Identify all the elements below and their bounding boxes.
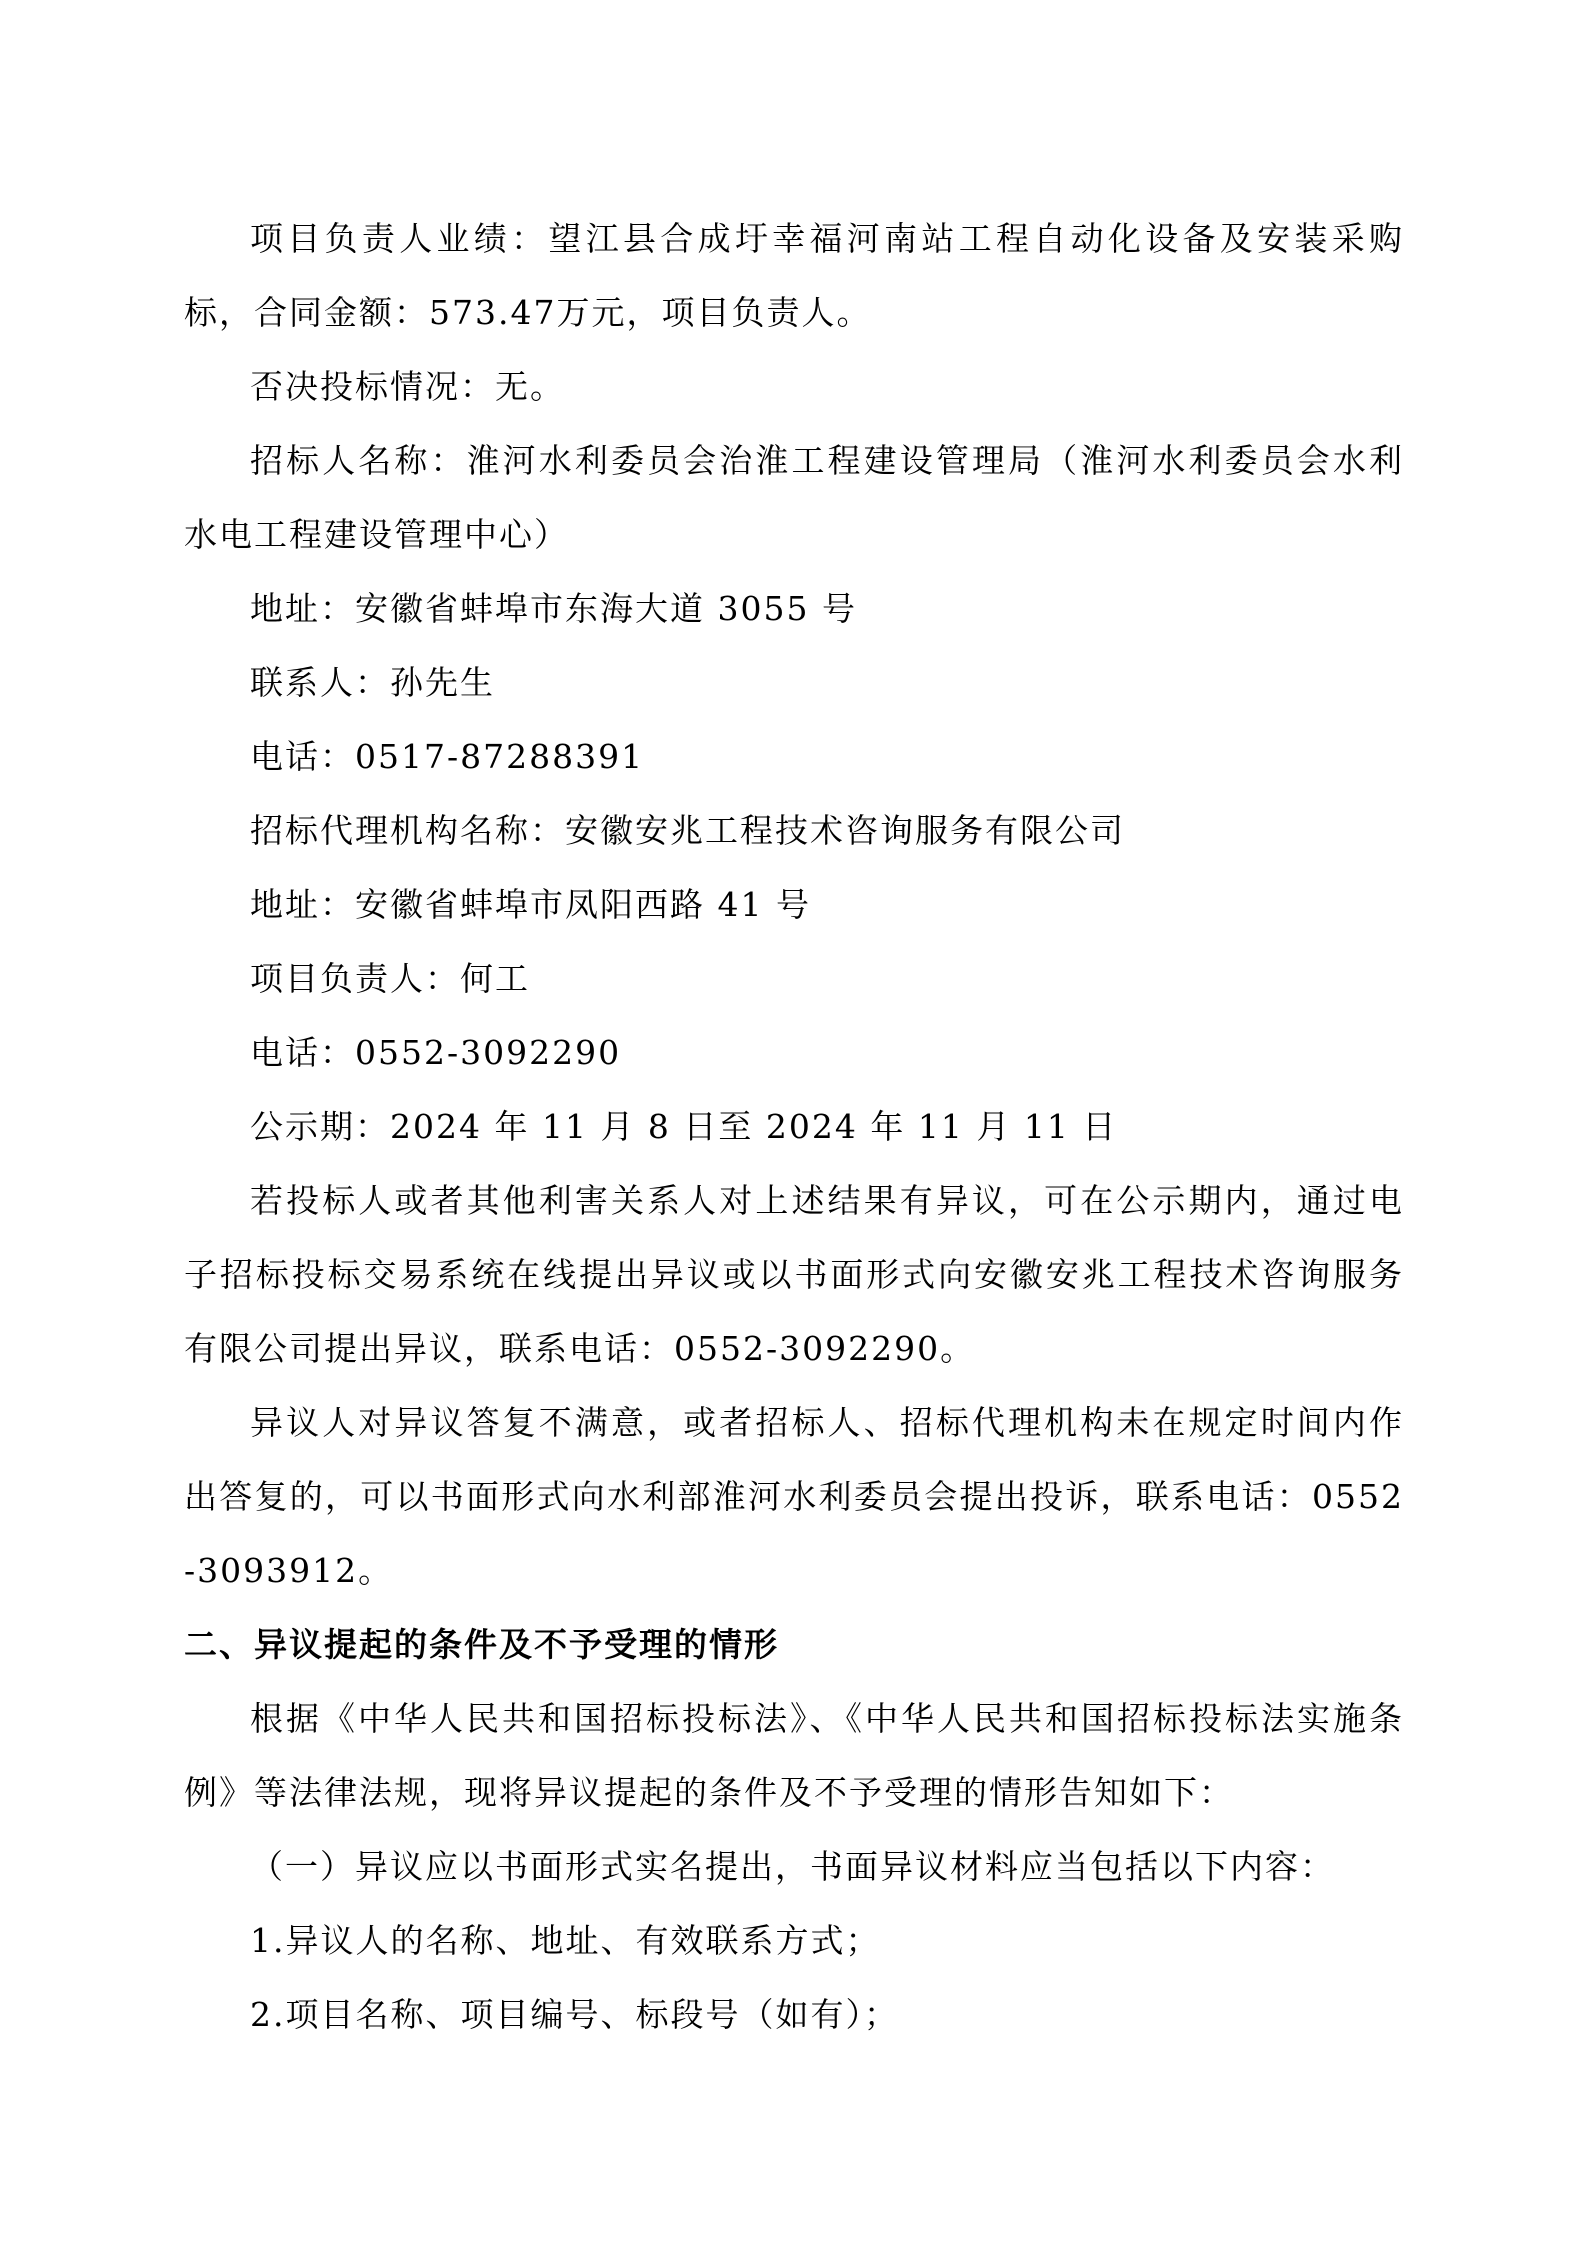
paragraph-publicity-period: 公示期：2024 年 11 月 8 日至 2024 年 11 月 11 日 bbox=[250, 1107, 1118, 1146]
paragraph-agency-name: 招标代理机构名称：安徽安兆工程技术咨询服务有限公司 bbox=[250, 811, 1125, 850]
paragraph-objection-instructions: 若投标人或者其他利害关系人对上述结果有异议，可在公示期内，通过电子招标投标交易系统在线提出异议或以书面形式向安徽安兆工程技术咨询服务有限公司提出异议，联系电话：0552-3092290。 bbox=[184, 1181, 1404, 1368]
paragraph-agency-address: 地址：安徽省蚌埠市凤阳西路 41 号 bbox=[250, 885, 811, 924]
document-body bbox=[184, 202, 1404, 2052]
paragraph-objection-written-form: （一）异议应以书面形式实名提出，书面异议材料应当包括以下内容： bbox=[250, 1847, 1335, 1886]
paragraph-project-manager-performance: 项目负责人业绩：望江县合成圩幸福河南站工程自动化设备及安装采购标，合同金额：573.47万元，项目负责人。 bbox=[184, 219, 1404, 332]
paragraph-tenderer-name: 招标人名称：淮河水利委员会治淮工程建设管理局（淮河水利委员会水利水电工程建设管理中心） bbox=[184, 441, 1404, 554]
paragraph-tenderer-contact: 联系人：孙先生 bbox=[250, 663, 495, 702]
paragraph-tenderer-phone: 电话：0517-87288391 bbox=[250, 737, 645, 776]
paragraph-legal-basis: 根据《中华人民共和国招标投标法》、《中华人民共和国招标投标法实施条例》等法律法规，现将异议提起的条件及不予受理的情形告知如下： bbox=[184, 1699, 1404, 1812]
paragraph-complaint-instructions: 异议人对异议答复不满意，或者招标人、招标代理机构未在规定时间内作出答复的，可以书面形式向水利部淮河水利委员会提出投诉，联系电话：0552-3093912。 bbox=[184, 1403, 1404, 1590]
paragraph-agency-manager: 项目负责人：何工 bbox=[250, 959, 530, 998]
paragraph-agency-phone: 电话：0552-3092290 bbox=[250, 1033, 622, 1072]
section-heading: 二、异议提起的条件及不予受理的情形 bbox=[184, 1625, 779, 1664]
paragraph-rejected-bids: 否决投标情况：无。 bbox=[250, 367, 565, 406]
paragraph-tenderer-address: 地址：安徽省蚌埠市东海大道 3055 号 bbox=[250, 589, 857, 628]
paragraph-item-1: 1.异议人的名称、地址、有效联系方式； bbox=[250, 1921, 881, 1960]
paragraph-item-2: 2.项目名称、项目编号、标段号（如有）； bbox=[250, 1995, 899, 2034]
